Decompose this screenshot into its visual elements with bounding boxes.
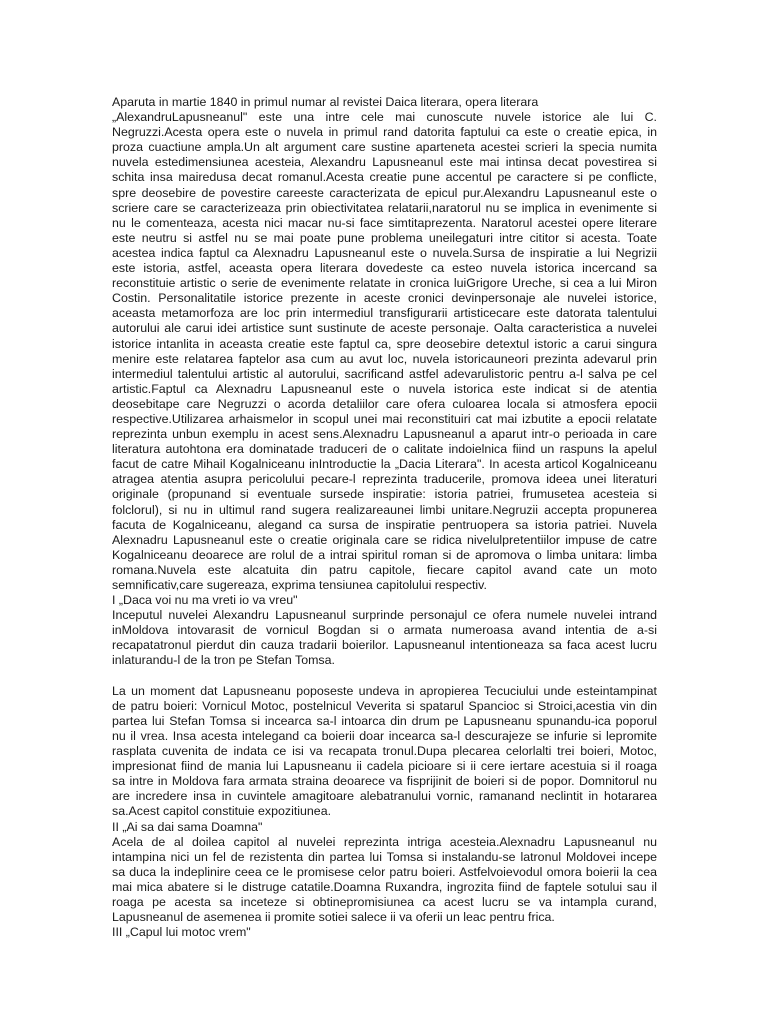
text-line: aceasta metamorfoza are loc prin intermediul transfigurarii artisticecare este datorata talentului [112, 306, 657, 321]
text-line: Inceputul nuvelei Alexandru Lapusneanul surprinde personajul ce ofera numele nuvelei intrand [112, 608, 657, 623]
text-line: Kogalniceanu deoarece are rolul de a intrai spiritul roman si de apromova o limba unitara: limba [112, 547, 657, 562]
text-line: sa intre in Moldova fara armata straina deoarece va fisprijinit de boieri si de popor. Domnitorul nu [112, 774, 657, 789]
text-line: literatura autohtona era dominatade traduceri de o calitate indoielnica fiind un raspuns la apelul [112, 442, 657, 457]
text-line: III „Capul lui motoc vrem" [112, 925, 251, 940]
text-line: impresionat fiind de mania lui Lapusneanu ii cadela picioare si ii cere iertare acestuia si il roaga [112, 759, 657, 774]
text-line: partea lui Stefan Tomsa si incearca sa-l intoarca din drum pe Lapusneanu spunandu-ica poporul [112, 713, 657, 728]
text-line: artistic.Faptul ca Alexnadru Lapusneanul este o nuvela istorica este indicat si de atentia [112, 381, 657, 396]
text-line: Acela de al doilea capitol al nuvelei reprezinta intriga acesteia.Alexnadru Lapusneanul nu [112, 834, 657, 849]
text-line: este istoria, astfel, aceasta opera literara dovedeste ca esteo nuvela istorica incercand sa [112, 261, 657, 276]
paragraph [112, 835, 657, 926]
text-line: nu il vrea. Insa acesta intelegand ca boierii doar incearca sa-l descurajeze se infurie si lepromite [112, 728, 657, 743]
text-line: originale (propunand si eventuale sursede inspiratie: istoria patriei, frumusetea acesteia si [112, 487, 657, 502]
text-line: facuta de Kogalniceanu, alegand ca sursa de inspiratie pentruopera sa istoria patriei. Nuvela [112, 517, 657, 532]
text-line: facut de catre Mihail Kogalniceanu inIntroductie la „Dacia Literara". In acesta articol Kogalniceanu [112, 457, 657, 472]
text-line: romana.Nuvela este alcatuita din patru capitole, fiecare capitol avand cate un moto [112, 562, 657, 577]
text-line: respective.Utilizarea arhaismelor in scopul unei mai reconstituiri cat mai izbutite a epocii relatate [112, 411, 657, 426]
text-line: reprezinta unbun exemplu in acest sens.Alexnadru Lapusneanul a aparut intr-o perioada in care [112, 427, 657, 442]
text-line: sa.Acest capitol constituie expozitiunea. [112, 804, 332, 819]
text-line: Lapusneanul de asemenea ii promite sotiei salece ii va oferii un leac pentru frica. [112, 910, 555, 925]
text-line: inMoldova intovarasit de vornicul Bogdan si o armata numeroasa avand intentia de a-si [112, 623, 657, 638]
text-line: are incredere insa in cuvintele amagitoare alebatranului vornic, ramanand neclintit in hotararea [112, 789, 657, 804]
paragraph [112, 608, 657, 668]
text-line: roaga pe acesta sa inceteze si obtinepromisiunea ca acest lucru se va intampla curand, [112, 894, 657, 909]
text-line: intermediul talentului artistic al autorului, sacrificand astfel adevarulistoric pentru a-l salva pe cel [112, 366, 657, 381]
chapter-heading [112, 593, 657, 608]
text-line: Aparuta in martie 1840 in primul numar al revistei Daica literara, opera literara [112, 95, 539, 109]
text-line: de patru boieri: Vornicul Motoc, postelnicul Veverita si spatarul Spancioc si Stroici,acestia vin din [112, 698, 657, 713]
text-line: deosebitape care Negruzzi o acorda detaliilor care ofera culoarea locala si atmosfera epocii [112, 396, 657, 411]
text-line: spre deosebire de povestire careeste caracterizata de epicul pur.Alexandru Lapusneanul este o [112, 185, 657, 200]
text-line: menire este relatarea faptelor asa cum au avut loc, nuvela istoricauneori prezinta adevarul prin [112, 351, 657, 366]
text-line: nu le comenteaza, acesta nici macar nu-si face simtitaprezenta. Naratorul acestei opere literare [112, 215, 657, 230]
text-line: Alexnadru Lapusneanul este o creatie originala care se ridica nivelulpretentiilor impuse de catre [112, 532, 657, 547]
text-line: Costin. Personalitatile istorice prezente in aceste cronici devinpersonaje ale nuvelei istorice, [112, 291, 657, 306]
text-line: scriere care se caracterizeaza prin obiectivitatea relatarii,naratorul nu se implica in evenimente si [112, 200, 657, 215]
paragraph [112, 684, 657, 820]
text-line: schita insa mairedusa decat romanul.Acesta creatie pune accentul pe caractere si pe conflicte, [112, 170, 657, 185]
text-line: inlaturandu-l de la tron pe Stefan Tomsa. [112, 653, 335, 668]
text-line: intampina nici un fel de rezistenta din partea lui Tomsa si instalandu-se latronul Moldovei incepe [112, 849, 657, 864]
text-line: „AlexandruLapusneanul" este una intre cele mai cunoscute nuvele istorice ale lui C. [112, 110, 657, 125]
text-line: La un moment dat Lapusneanu poposeste undeva in apropierea Tecuciului unde esteintampinat [112, 683, 657, 698]
paragraph-gap [112, 669, 657, 684]
text-line: mai mica abatere si le distruge catatile.Doamna Ruxandra, ingrozita fiind de faptele sotului sau il [112, 879, 657, 894]
text-line: autorului ale carui idei artistice sunt sustinute de aceste personaje. Oalta caracteristica a nuvelei [112, 321, 657, 336]
text-line: semnificativ,care sugereaza, exprima tensiunea capitolului respectiv. [112, 578, 487, 592]
text-line: acestea indica faptul ca Alexnadru Lapusneanul este o nuvela.Sursa de inspiratie a lui Negrizii [112, 245, 657, 260]
text-line: I „Daca voi nu ma vreti io va vreu" [112, 593, 298, 608]
text-line: atragea atentia asupra pericolului pecare-l reprezinta traducerile, promova ideea unei literaturi [112, 472, 657, 487]
text-line: recapatatronul pierdut din cauza tradarii boierilor. Lapusneanul intentioneaza sa faca acest lucru [112, 638, 657, 653]
document-body [112, 95, 657, 940]
text-line: nuvela estedimensiunea acesteia, Alexandru Lapusneanul este mai intinsa decat povestirea si [112, 155, 657, 170]
text-line: Negruzzi.Acesta opera este o nuvela in primul rand datorita faptului ca este o creatie epica, in [112, 125, 657, 140]
paragraph [112, 95, 657, 593]
chapter-heading [112, 925, 657, 940]
text-line: folclorul), si nu in ultimul rand sugera realizareaunei limbi unitare.Negruzii accepta propunerea [112, 502, 657, 517]
chapter-heading [112, 820, 657, 835]
text-line: istorice intanlita in aceasta creatie este faptul ca, spre deosebire detextul istoric a carui singura [112, 336, 657, 351]
text-line: sa duca la indeplinire ceea ce le promisese celor patru boieri. Astfelvoievodul omora boierii la cea [112, 864, 657, 879]
text-line: II „Ai sa dai sama Doamna" [112, 819, 263, 834]
text-line: rasplata cuvenita de indata ce isi va recapata tronul.Dupa plecarea celorlalti trei boieri, Motoc, [112, 744, 657, 759]
text-line: proza cuactiune ampla.Un alt argument care sustine aparteneta acestei scrieri la specia numita [112, 140, 657, 155]
text-line: este neutru si astfel nu se mai poate pune problema uneilegaturi intre cititor si acesta. Toate [112, 230, 657, 245]
text-line: reconstituie artistic o serie de evenimente relatate in cronica luiGrigore Ureche, si cea a lui Miron [112, 276, 657, 291]
